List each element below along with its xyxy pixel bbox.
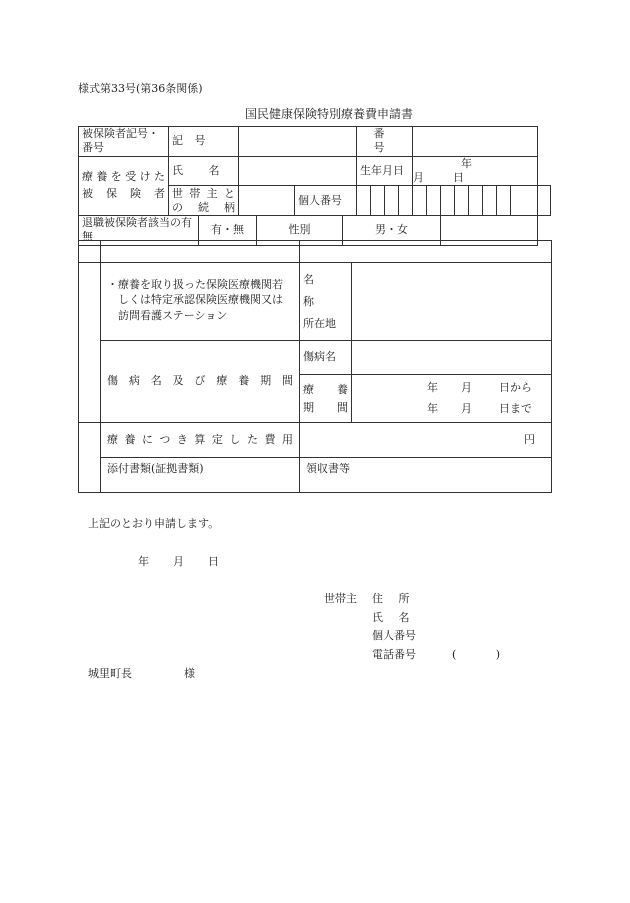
- relation-label: [169, 186, 239, 216]
- blank-cell: [101, 241, 300, 263]
- digit-box[interactable]: [427, 186, 441, 216]
- institution-label-line1: ・療養を取り扱った保険医療機関若: [107, 278, 283, 291]
- institution-field[interactable]: [352, 263, 552, 341]
- institution-label-line3: 訪問看護ステーション: [118, 308, 228, 322]
- disease-name-label: 傷病名: [300, 341, 352, 375]
- number-field[interactable]: [413, 127, 538, 157]
- applicant-address-label: 住 所: [372, 592, 416, 605]
- to-month: 月: [461, 401, 472, 415]
- period-label-line1: 療 養: [303, 382, 348, 396]
- cost-field[interactable]: 円: [300, 423, 552, 458]
- digit-box[interactable]: [399, 186, 413, 216]
- digit-box[interactable]: [371, 186, 385, 216]
- left-margin-cell: [79, 263, 101, 423]
- applicant-personal-number-label: 個人番号: [372, 629, 416, 642]
- period-field[interactable]: [352, 375, 552, 423]
- digit-box[interactable]: [385, 186, 399, 216]
- digit-box[interactable]: [357, 186, 371, 216]
- addressee-mayor: 城里町長: [88, 667, 132, 680]
- patient-label-line1: 療養を受けた: [82, 170, 165, 184]
- insured-info-table: [78, 126, 551, 246]
- birth-month: 月: [413, 170, 424, 184]
- birth-day: 日: [453, 170, 464, 184]
- birth-year: 年: [461, 156, 472, 170]
- patient-label-line2: 被 保 険 者: [82, 186, 165, 200]
- date-day: 日: [208, 555, 219, 568]
- name-field[interactable]: [239, 156, 357, 186]
- inst-address-label: 所在地: [303, 316, 336, 330]
- period-label: [300, 375, 352, 423]
- birthdate-field[interactable]: [413, 156, 538, 186]
- insured-code-label: 被保険者記号・番号: [79, 127, 169, 157]
- head-label: 世帯主: [324, 592, 357, 605]
- digit-box[interactable]: [455, 186, 469, 216]
- institution-label-line2: しくは特定承認保険医療機関又は: [118, 293, 283, 307]
- to-day: 日まで: [499, 401, 532, 415]
- digit-box[interactable]: [441, 186, 455, 216]
- applicant-phone-label: 電話番号: [372, 648, 416, 661]
- digit-box[interactable]: [413, 186, 427, 216]
- digit-box[interactable]: [469, 186, 483, 216]
- retired-options[interactable]: 有・無: [199, 216, 257, 246]
- symbol-label: 記 号: [169, 127, 239, 157]
- treatment-table: [78, 240, 552, 493]
- relation-field[interactable]: [239, 186, 295, 216]
- digit-box[interactable]: [483, 186, 497, 216]
- from-year: 年: [427, 380, 438, 394]
- disease-period-label: 傷病名及び療養期間: [101, 341, 300, 423]
- inst-name-label: 名 称: [303, 272, 325, 308]
- disease-name-field[interactable]: [352, 341, 552, 375]
- date-month: 月: [173, 555, 184, 568]
- number-label: 番 号: [357, 127, 413, 157]
- declaration-statement: 上記のとおり申請します。: [88, 517, 220, 530]
- addressee-honorific: 様: [184, 667, 195, 680]
- retired-label: 退職被保険者該当の有無: [79, 216, 199, 246]
- attachments-field[interactable]: 領収書等: [300, 458, 552, 493]
- gender-options[interactable]: 男・女: [343, 216, 441, 246]
- applicant-name-label: 氏 名: [372, 611, 416, 624]
- relation-label-line1: 世帯主と: [172, 186, 235, 200]
- from-month: 月: [461, 380, 472, 394]
- to-year: 年: [427, 401, 438, 415]
- blank-cell: [300, 241, 552, 263]
- digit-box[interactable]: [497, 186, 511, 216]
- cost-label: 療養につき算定した費用: [101, 423, 300, 458]
- from-day: 日から: [499, 380, 532, 394]
- name-label: 氏 名: [169, 156, 239, 186]
- patient-label: [79, 156, 169, 216]
- digit-box-end[interactable]: [538, 186, 551, 216]
- attachments-label: 添付書類(証拠書類): [101, 458, 300, 493]
- relation-label-line2: の 続 柄: [172, 200, 235, 214]
- personal-number-label: 個人番号: [295, 186, 357, 216]
- period-label-line2: 期 間: [303, 400, 348, 414]
- symbol-field[interactable]: [239, 127, 357, 157]
- birthdate-label: 生年月日: [357, 156, 413, 186]
- institution-label: [101, 263, 300, 341]
- left-margin-cell-2: [79, 423, 101, 493]
- digit-box[interactable]: [511, 186, 538, 216]
- form-title: 国民健康保険特別療養費申請書: [245, 107, 414, 121]
- date-year: 年: [138, 555, 149, 568]
- blank-cell: [79, 241, 101, 263]
- applicant-phone-paren: ( ): [452, 648, 519, 661]
- form-number: 様式第33号(第36条関係): [78, 82, 203, 95]
- institution-sublabels: [300, 263, 352, 341]
- gender-label: 性別: [257, 216, 343, 246]
